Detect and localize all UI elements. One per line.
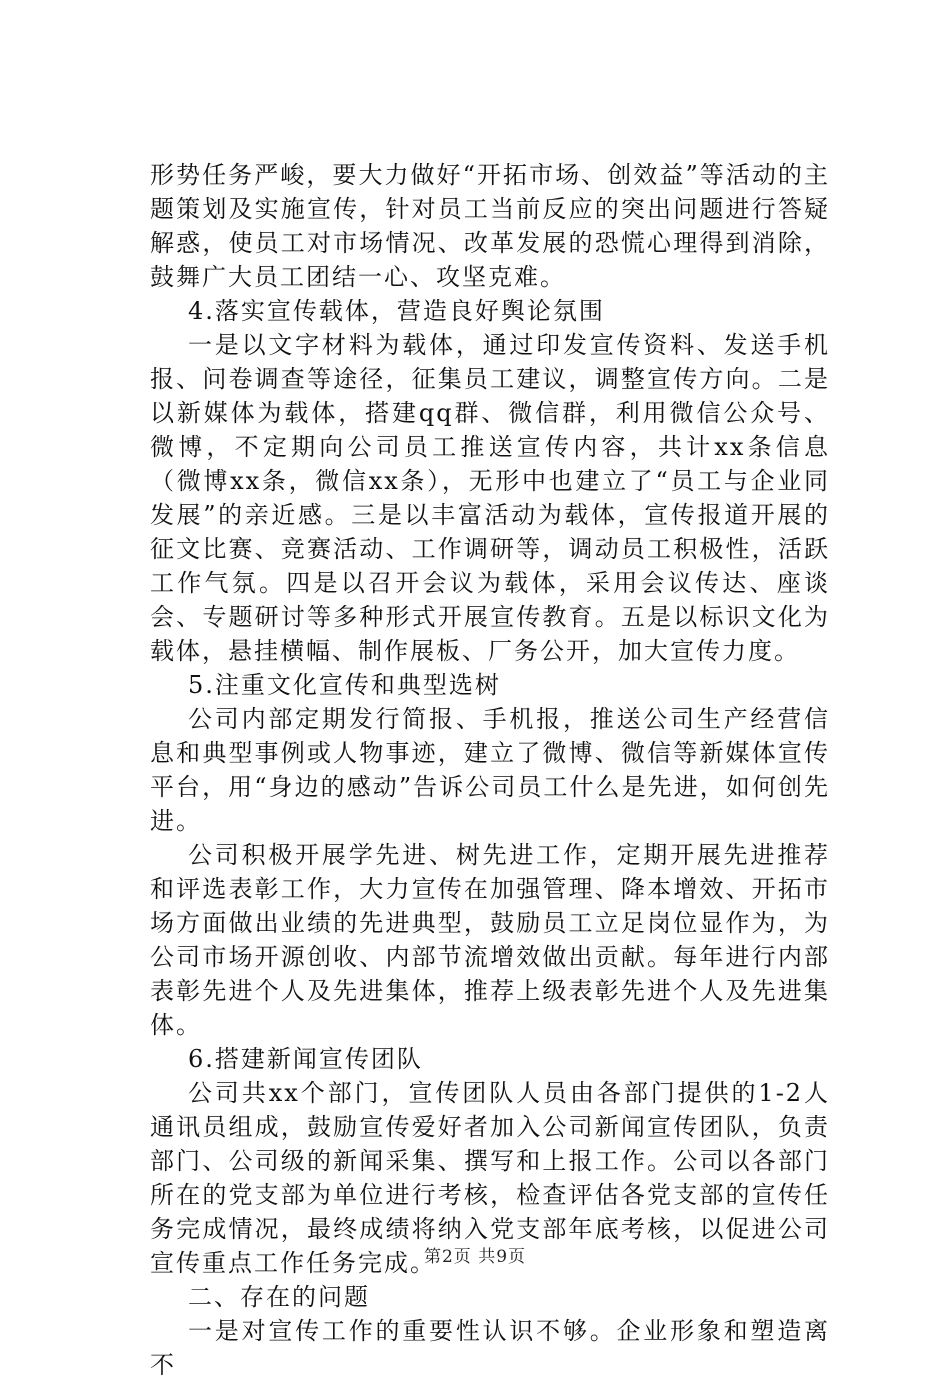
paragraph-news-team: 公司共xx个部门，宣传团队人员由各部门提供的1-2人通讯员组成，鼓励宣传爱好者加入公司新闻宣传团队，负责部门、公司级的新闻采集、撰写和上报工作。公司以各部门所在的党支部为单位进行考核，检查评估各党支部的宣传任务完成情况，最终成绩将纳入党支部年底考核，以促进公司宣传重点工作任务完成。 [150, 1079, 830, 1277]
paragraph-internal-publications: 公司内部定期发行简报、手机报，推送公司生产经营信息和典型事例或人物事迹，建立了微博、微信等新媒体宣传平台，用“身边的感动”告诉公司员工什么是先进，如何创先进。 [150, 705, 830, 835]
paragraph-problem-1: 一是对宣传工作的重要性认识不够。企业形象和塑造离不 [150, 1317, 830, 1379]
paragraph-publicity-carriers: 一是以文字材料为载体，通过印发宣传资料、发送手机报、问卷调查等途径，征集员工建议，调整宣传方向。二是以新媒体为载体，搭建qq群、微信群，利用微信公众号、微博，不定期向公司员工推送宣传内容，共计xx条信息（微博xx条，微信xx条），无形中也建立了“员工与企业同发展”的亲近感。三是以丰富活动为载体，宣传报道开展的征文比赛、竞赛活动、工作调研等，调动员工积极性，活跃工作气氛。四是以召开会议为载体，采用会议传达、座谈会、专题研讨等多种形式开展宣传教育。五是以标识文化为载体，悬挂横幅、制作展板、厂务公开，加大宣传力度。 [150, 331, 830, 665]
page-number-footer: 第2页 共9页 [423, 1247, 527, 1267]
section-heading-5: 5.注重文化宣传和典型选树 [188, 671, 501, 699]
section-heading-6: 6.搭建新闻宣传团队 [188, 1045, 423, 1073]
document-body [150, 158, 830, 1382]
section-heading-4: 4.落实宣传载体，营造良好舆论氛围 [188, 297, 605, 325]
paragraph-advanced-models: 公司积极开展学先进、树先进工作，定期开展先进推荐和评选表彰工作，大力宣传在加强管理、降本增效、开拓市场方面做出业绩的先进典型，鼓励员工立足岗位显作为，为公司市场开源创收、内部节流增效做出贡献。每年进行内部表彰先进个人及先进集体，推荐上级表彰先进个人及先进集体。 [150, 841, 830, 1039]
section-heading-problems: 二、存在的问题 [188, 1283, 370, 1311]
paragraph-continuation: 形势任务严峻，要大力做好“开拓市场、创效益”等活动的主题策划及实施宣传，针对员工当前反应的突出问题进行答疑解惑，使员工对市场情况、改革发展的恐慌心理得到消除，鼓舞广大员工团结一心、攻坚克难。 [150, 161, 830, 291]
